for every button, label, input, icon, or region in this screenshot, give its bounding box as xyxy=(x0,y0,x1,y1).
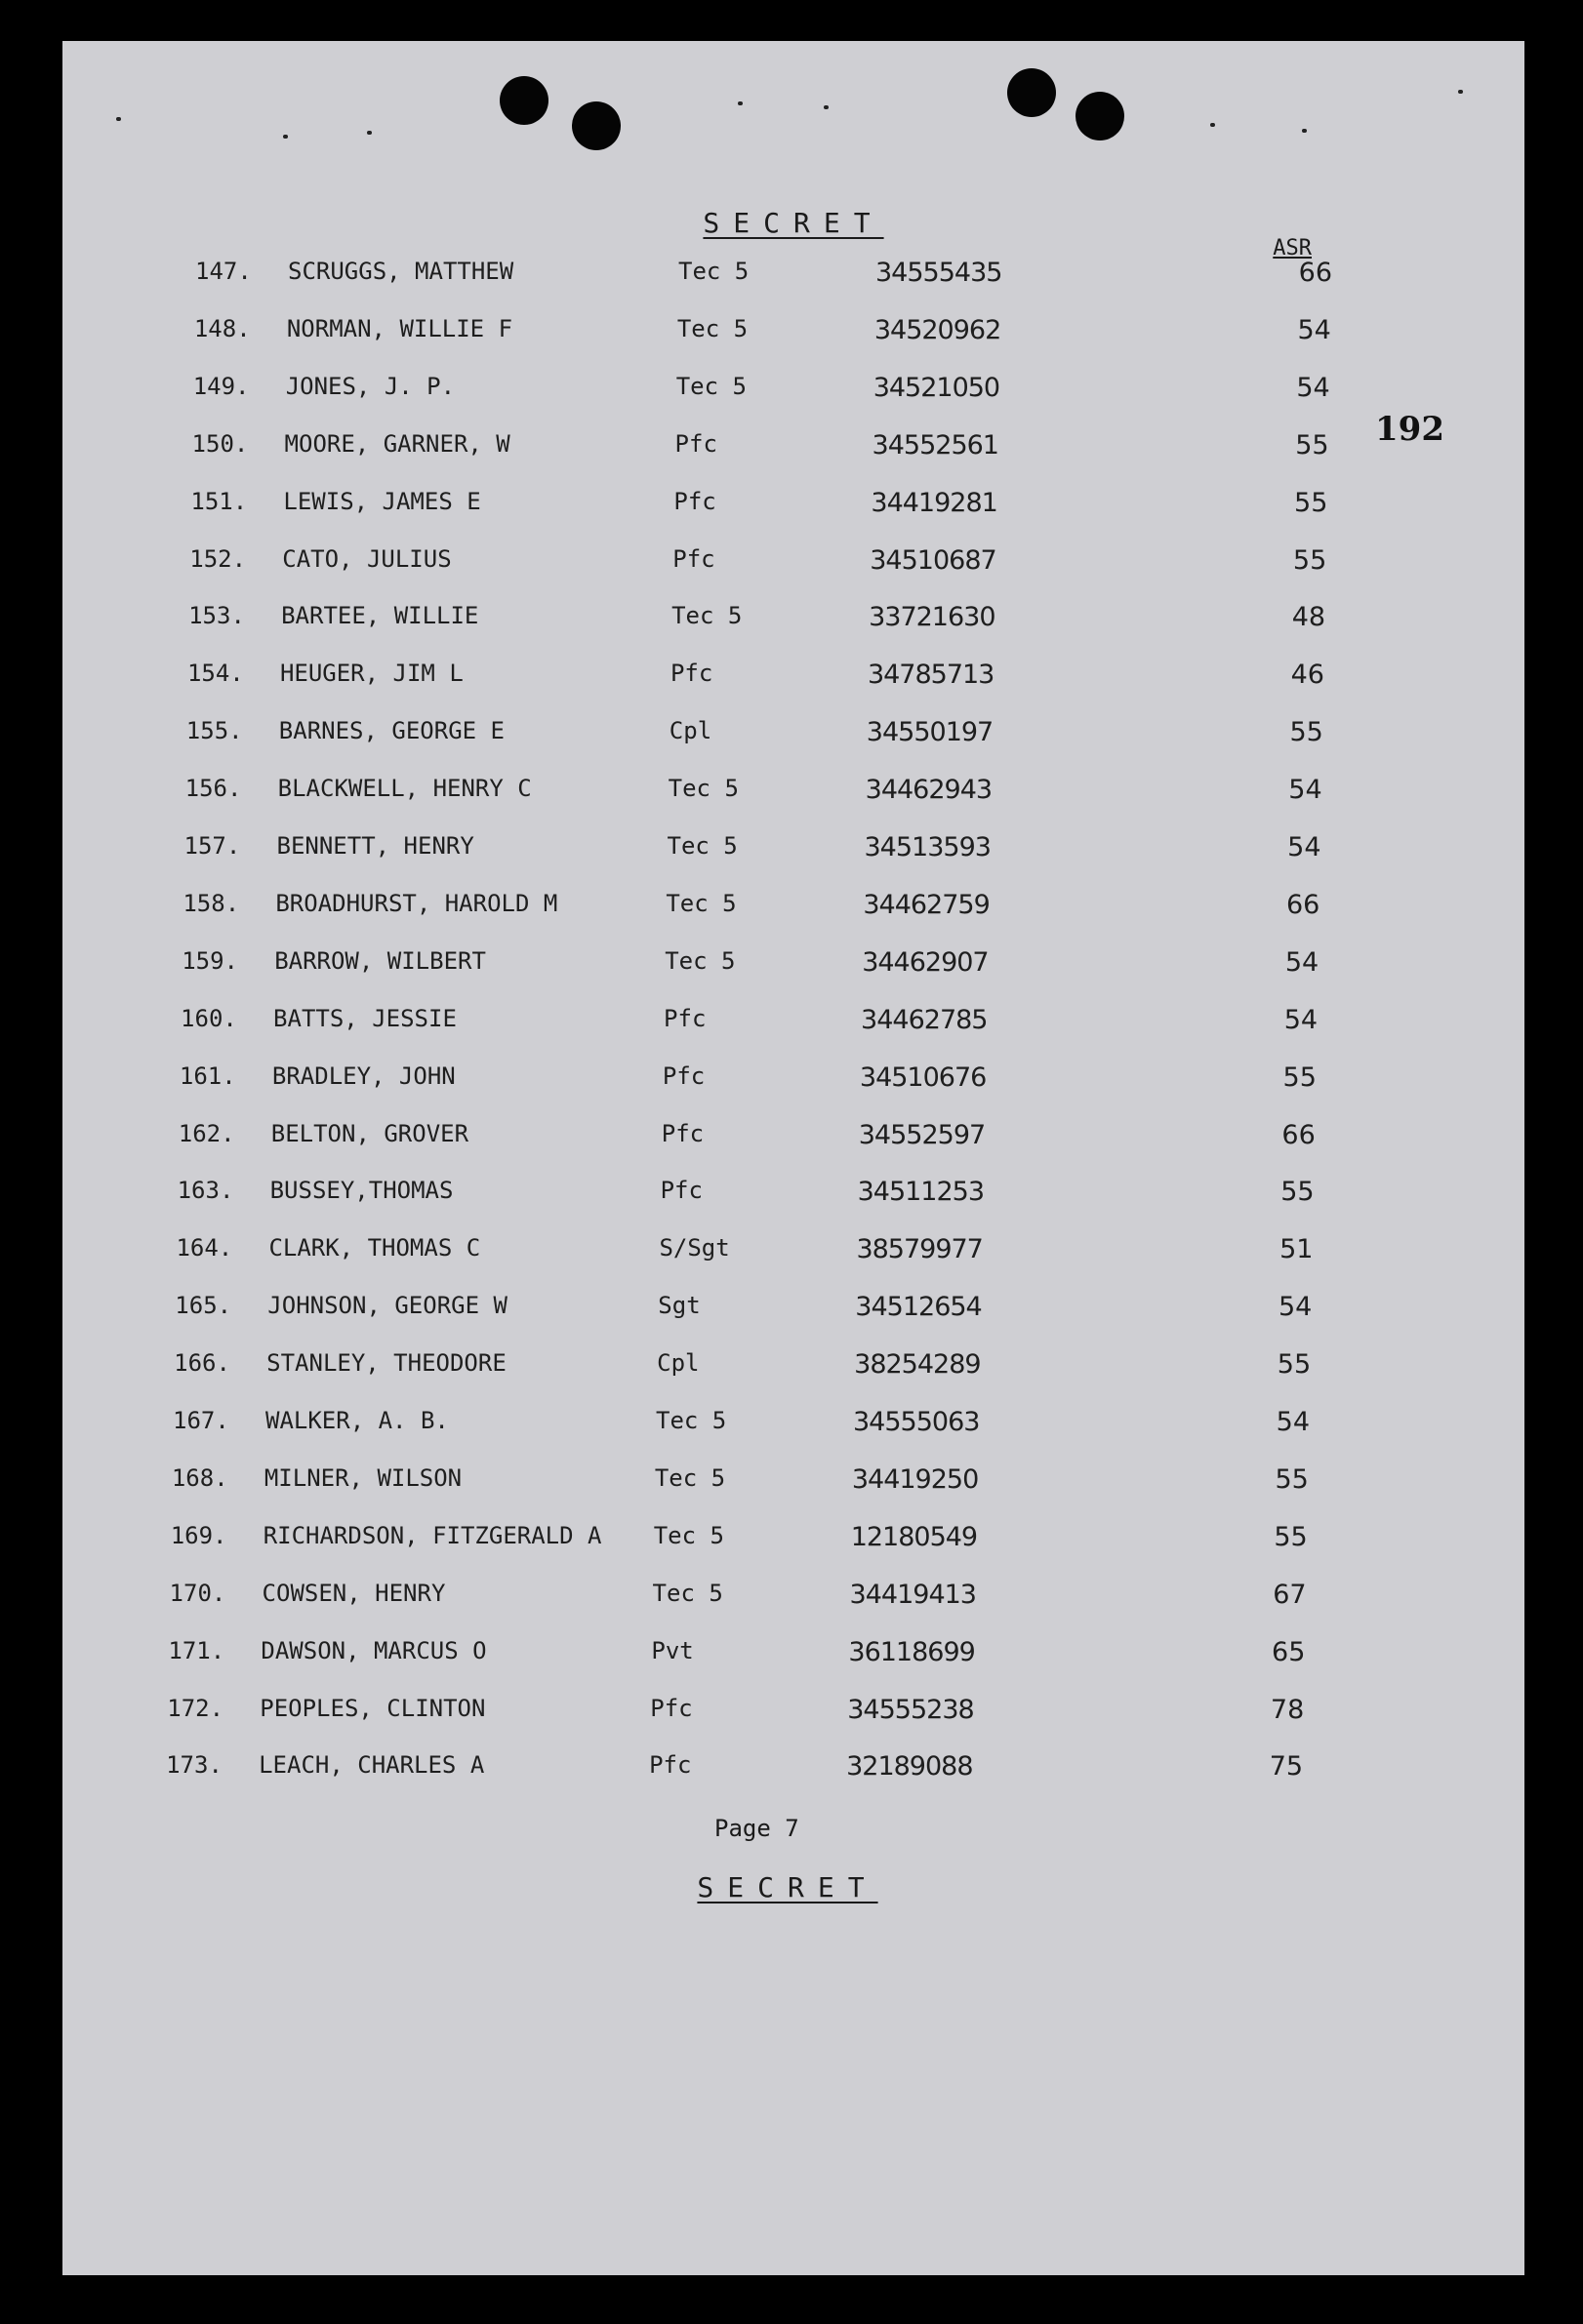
asr-score: 54 xyxy=(1297,314,1331,345)
serial-number: 34555435 xyxy=(875,258,1002,288)
soldier-rank: Tec 5 xyxy=(667,832,738,860)
soldier-name: MOORE, GARNER, W xyxy=(284,429,510,458)
asr-score: 55 xyxy=(1289,717,1323,748)
asr-score: 55 xyxy=(1295,429,1329,461)
asr-score: 54 xyxy=(1288,775,1322,806)
asr-score: 78 xyxy=(1270,1694,1305,1725)
asr-score: 55 xyxy=(1282,1062,1317,1093)
soldier-name: CATO, JULIUS xyxy=(282,544,452,573)
soldier-rank: Tec 5 xyxy=(676,314,749,342)
entry-number: 149. xyxy=(192,372,250,400)
entry-number: 173. xyxy=(166,1751,223,1780)
soldier-rank: Cpl xyxy=(669,717,712,745)
serial-number: 34520962 xyxy=(873,314,1001,345)
entry-number: 163. xyxy=(177,1177,234,1205)
soldier-rank: Tec 5 xyxy=(678,258,750,285)
soldier-rank: Pfc xyxy=(650,1694,693,1722)
serial-number: 34462785 xyxy=(861,1004,988,1035)
entry-number: 164. xyxy=(176,1234,233,1262)
roster-row xyxy=(171,1522,1524,1561)
asr-score: 54 xyxy=(1296,372,1330,403)
roster-row xyxy=(193,373,1524,412)
soldier-rank: Tec 5 xyxy=(666,889,737,917)
asr-score: 48 xyxy=(1291,602,1326,633)
serial-number: 12180549 xyxy=(850,1521,978,1552)
soldier-name: BRADLEY, JOHN xyxy=(271,1062,456,1090)
serial-number: 34513593 xyxy=(864,832,991,862)
asr-score: 66 xyxy=(1285,889,1320,920)
serial-number: 32189088 xyxy=(846,1751,973,1783)
serial-number: 33721630 xyxy=(869,602,995,633)
roster-row xyxy=(182,947,1524,986)
soldier-name: SCRUGGS, MATTHEW xyxy=(288,258,514,285)
roster-row xyxy=(190,488,1524,527)
soldier-rank: Tec 5 xyxy=(654,1463,726,1492)
serial-number: 34419250 xyxy=(851,1463,979,1495)
serial-number: 34555238 xyxy=(847,1694,974,1725)
asr-score: 54 xyxy=(1287,832,1321,862)
soldier-name: BELTON, GROVER xyxy=(270,1119,469,1147)
serial-number: 34512654 xyxy=(855,1292,982,1323)
soldier-rank: Tec 5 xyxy=(656,1407,727,1434)
entry-number: 162. xyxy=(178,1119,235,1147)
soldier-rank: Pfc xyxy=(674,429,717,458)
soldier-name: LEWIS, JAMES E xyxy=(283,487,481,515)
soldier-name: BARNES, GEORGE E xyxy=(278,717,505,745)
asr-score: 67 xyxy=(1273,1579,1307,1610)
roster-row xyxy=(174,1349,1524,1388)
asr-score: 54 xyxy=(1278,1292,1313,1323)
roster-row xyxy=(184,832,1525,871)
soldier-rank: Tec 5 xyxy=(671,602,743,630)
roster-row xyxy=(166,1751,1524,1790)
soldier-rank: S/Sgt xyxy=(659,1234,730,1262)
serial-number: 34555063 xyxy=(853,1407,980,1437)
entry-number: 172. xyxy=(167,1694,224,1722)
soldier-rank: Cpl xyxy=(657,1349,700,1378)
entry-number: 159. xyxy=(182,946,238,975)
soldier-rank: Tec 5 xyxy=(668,775,739,803)
roster-row xyxy=(183,890,1524,929)
soldier-name: NORMAN, WILLIE F xyxy=(286,314,513,342)
serial-number: 34511253 xyxy=(857,1177,985,1208)
entry-number: 167. xyxy=(173,1407,229,1434)
entry-number: 153. xyxy=(188,602,245,630)
soldier-name: LEACH, CHARLES A xyxy=(259,1751,485,1780)
roster-row xyxy=(194,315,1524,354)
soldier-name: JONES, J. P. xyxy=(285,372,456,400)
roster-row xyxy=(189,545,1524,584)
soldier-name: RICHARDSON, FITZGERALD A xyxy=(263,1521,602,1549)
soldier-rank: Pfc xyxy=(661,1119,705,1147)
entry-number: 156. xyxy=(184,775,242,803)
soldier-rank: Tec 5 xyxy=(675,372,747,400)
asr-score: 65 xyxy=(1272,1636,1306,1667)
page-label: Page 7 xyxy=(714,1815,799,1842)
roster-row xyxy=(195,258,1524,297)
roster-row xyxy=(175,1292,1524,1331)
serial-number: 34510687 xyxy=(870,544,996,576)
roster-row xyxy=(180,1062,1524,1102)
entry-number: 154. xyxy=(186,660,244,688)
soldier-rank: Pfc xyxy=(670,660,713,688)
asr-column-header: ASR xyxy=(1273,236,1312,260)
soldier-rank: Tec 5 xyxy=(665,946,736,975)
soldier-rank: Pfc xyxy=(672,544,715,573)
soldier-rank: Pfc xyxy=(649,1751,692,1780)
asr-score: 66 xyxy=(1298,258,1332,288)
soldier-name: JOHNSON, GEORGE W xyxy=(267,1292,507,1320)
stamped-page-number: 192 xyxy=(1375,410,1444,449)
entry-number: 150. xyxy=(191,429,249,458)
roster-row xyxy=(176,1234,1524,1273)
soldier-name: WALKER, A. B. xyxy=(265,1407,449,1434)
roster-row xyxy=(186,717,1524,756)
soldier-name: BATTS, JESSIE xyxy=(273,1004,457,1032)
serial-number: 34510676 xyxy=(859,1062,987,1093)
entry-number: 168. xyxy=(171,1463,228,1492)
asr-score: 55 xyxy=(1292,544,1327,576)
entry-number: 170. xyxy=(169,1579,226,1607)
soldier-name: COWSEN, HENRY xyxy=(262,1579,446,1607)
asr-score: 54 xyxy=(1283,1004,1319,1035)
roster-row xyxy=(168,1637,1524,1676)
asr-score: 66 xyxy=(1281,1119,1316,1150)
soldier-rank: Tec 5 xyxy=(652,1579,723,1607)
soldier-rank: Sgt xyxy=(658,1292,701,1320)
entry-number: 166. xyxy=(174,1349,230,1378)
roster-row xyxy=(188,602,1524,641)
soldier-name: CLARK, THOMAS C xyxy=(268,1234,481,1262)
serial-number: 38254289 xyxy=(854,1349,981,1381)
serial-number: 34462943 xyxy=(865,775,993,806)
roster-row xyxy=(167,1695,1524,1734)
serial-number: 34462759 xyxy=(863,889,990,920)
soldier-name: STANLEY, THEODORE xyxy=(266,1349,507,1378)
entry-number: 148. xyxy=(193,314,251,342)
serial-number: 34462907 xyxy=(862,946,989,978)
asr-score: 75 xyxy=(1269,1751,1304,1783)
soldier-name: BENNETT, HENRY xyxy=(276,832,474,860)
entry-number: 152. xyxy=(189,544,247,573)
roster-row xyxy=(185,775,1524,814)
soldier-name: PEOPLES, CLINTON xyxy=(260,1694,486,1722)
entry-number: 158. xyxy=(183,889,240,917)
classification-heading-bottom xyxy=(62,1871,1519,1903)
serial-number: 36118699 xyxy=(848,1636,975,1667)
asr-score: 55 xyxy=(1274,1521,1308,1552)
classification-text: SECRET xyxy=(697,1871,878,1903)
soldier-rank: Pfc xyxy=(673,487,716,515)
entry-number: 171. xyxy=(168,1636,225,1664)
classification-text: SECRET xyxy=(703,207,884,239)
roster-row xyxy=(181,1005,1524,1044)
asr-score: 55 xyxy=(1280,1177,1315,1208)
soldier-name: MILNER, WILSON xyxy=(264,1463,463,1492)
roster-row xyxy=(173,1407,1524,1446)
entry-number: 155. xyxy=(185,717,243,745)
entry-number: 157. xyxy=(183,832,241,860)
soldier-name: HEUGER, JIM L xyxy=(279,660,464,688)
soldier-rank: Pfc xyxy=(662,1062,706,1090)
serial-number: 34552597 xyxy=(858,1119,986,1150)
asr-score: 54 xyxy=(1284,946,1319,978)
soldier-rank: Pfc xyxy=(660,1177,703,1205)
serial-number: 34419413 xyxy=(849,1579,976,1610)
soldier-name: DAWSON, MARCUS O xyxy=(261,1636,487,1664)
entry-number: 169. xyxy=(170,1521,227,1549)
entry-number: 147. xyxy=(195,258,252,285)
soldier-rank: Tec 5 xyxy=(653,1521,724,1549)
document-page xyxy=(62,41,1524,2275)
asr-score: 46 xyxy=(1290,660,1324,691)
soldier-name: BARROW, WILBERT xyxy=(274,946,486,975)
asr-score: 54 xyxy=(1276,1407,1310,1437)
entry-number: 161. xyxy=(179,1062,236,1090)
soldier-rank: Pvt xyxy=(651,1636,694,1664)
roster-row xyxy=(170,1580,1524,1619)
roster-row xyxy=(172,1464,1524,1503)
serial-number: 34521050 xyxy=(873,372,1000,403)
asr-score: 55 xyxy=(1275,1463,1309,1495)
serial-number: 34785713 xyxy=(867,660,994,691)
serial-number: 38579977 xyxy=(856,1234,983,1265)
serial-number: 34552561 xyxy=(872,429,998,461)
serial-number: 34550197 xyxy=(866,717,994,748)
entry-number: 160. xyxy=(181,1004,237,1032)
personnel-roster xyxy=(62,41,1524,1895)
asr-score: 55 xyxy=(1294,487,1328,518)
roster-row xyxy=(178,1177,1524,1216)
roster-row xyxy=(192,430,1524,469)
soldier-name: BLACKWELL, HENRY C xyxy=(277,775,532,803)
asr-score: 55 xyxy=(1277,1349,1312,1381)
roster-row xyxy=(179,1120,1524,1159)
soldier-name: BUSSEY,THOMAS xyxy=(269,1177,454,1205)
soldier-name: BARTEE, WILLIE xyxy=(281,602,479,630)
serial-number: 34419281 xyxy=(871,487,997,518)
soldier-rank: Pfc xyxy=(664,1004,707,1032)
entry-number: 165. xyxy=(175,1292,232,1320)
soldier-name: BROADHURST, HAROLD M xyxy=(275,889,558,917)
asr-score: 51 xyxy=(1279,1234,1314,1265)
roster-row xyxy=(187,660,1524,699)
entry-number: 151. xyxy=(190,487,248,515)
